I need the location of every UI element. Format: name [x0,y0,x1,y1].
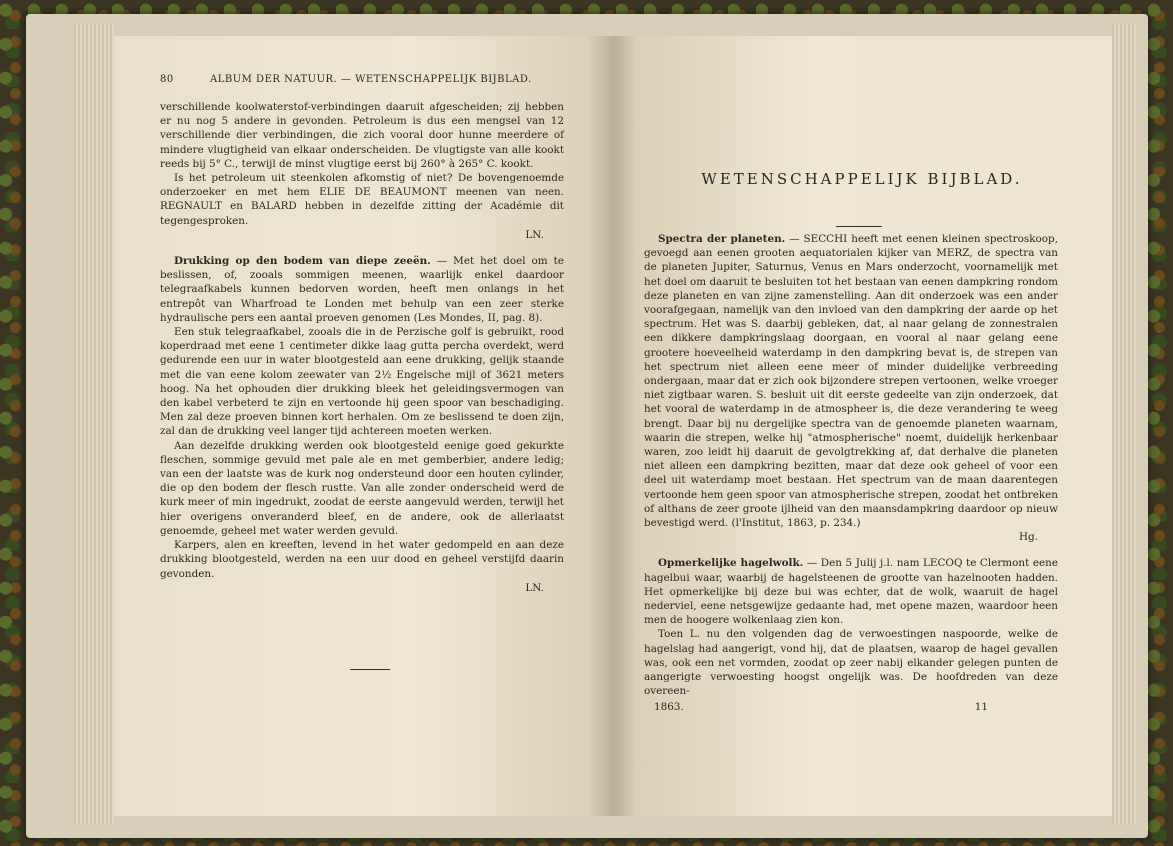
paragraph: verschillende koolwaterstof-verbindingen daaruit afgescheiden; zij hebben er nu nog 5 andere in gevonden. Petroleum is dus een mengsel van 12 verschillende dier verbindingen, die zich vooral door hunne meerdere of mindere vlugtigheid van elkaar onderscheiden. De vlugtigste van alle kookt reeds bij 5° C., terwijl de minst vlugtige eerst bij 260° à 265° C. kookt. [160,101,564,170]
open-book [26,14,1148,838]
right-page-body [644,232,1058,714]
page-title: WETENSCHAPPELIJK BIJBLAD. [701,170,1023,188]
right-page-edges [1112,24,1136,824]
section-divider [350,669,390,670]
paragraph: Een stuk telegraafkabel, zooals die in de Perzische golf is gebruikt, rood koperdraad met eene 1 centimeter dikke laag gutta percha overdekt, werd gedurende een uur in water blootgesteld aan eene drukking, gelijk staande met die van eene kolom zeewater van 2½ Engelsche mijl of 3621 meters hoog. Na het ophouden dier drukking bleek het geleidingsvermogen van den kabel verbeterd te zijn en vertoonde hij geen spoor van beschadiging. Men zal deze proeven binnen kort herhalen. Om ze beslissend te doen zijn, zal dan de drukking veel langer tijd achtereen moeten werken. [160,326,564,438]
right-page [612,36,1112,816]
left-page-body [160,100,564,595]
paragraph: Toen L. nu den volgenden dag de verwoestingen naspoorde, welke de hagelslag had aangerigt, vond hij, dat de plaatsen, waarop de hagel gevallen was, ook een net vormden, zoodat op zeer nabij elkander gelegen punten de aangerigte verwoesting hoogst ongelijk was. De hoofdreden van deze overeen- [644,628,1058,698]
paragraph: Is het petroleum uit steenkolen afkomstig of niet? De bovengenoemde onderzoeker en met hem ELIE DE BEAUMONT meenen van neen. REGNAULT en BALARD hebben in dezelfde zitting der Académie dit tegengesproken. [160,172,564,227]
signature: Hg. [1018,531,1038,544]
page-number: 80 [160,74,174,85]
left-page-edges [74,24,114,824]
section-text: — SECCHI heeft met eenen kleinen spectroskoop, gevoegd aan eenen grooten aequatorialen kijker van MERZ, de spectra van de planeten Jupiter, Saturnus, Venus en Mars onderzocht, voornamelijk met het doel om daaruit te besluiten tot het bestaan van eenen dampkring rondom deze planeten en van zijne zamenstelling. Aan dit onderzoek was een ander voorafgegaan, namelijk van den invloed van den dampkring der aarde op het spectrum. Het was S. daarbij gebleken, dat, al naar gelang de zonnestralen een dikkere dampkringslaag doorgaan, en vooral al naar gelang eene grootere hoeveelheid waterdamp in den dampkring bevat is, de strepen van het spectrum niet alleen eene meer of minder duidelijke verbreeding ondergaan, maar dat er zich ook bijzondere strepen vertoonen, welke vroeger niet zigtbaar waren. S. besluit uit dit eerste gedeelte van zijn onderzoek, dat het vooral de waterdamp in de atmospheer is, die deze verandering te weeg brengt. Daar bij nu dergelijke spectra van de genoemde planeten waarnam, waarin die strepen, welke hij "atmospherische" noemt, duidelijk herkenbaar waren, zoo leidt hij daaruit de gevolgtrekking af, dat derhalve die planeten niet alleen een dampkring bezitten, maar dat deze ook geheel of voor een deel uit waterdamp moet bestaan. Het spectrum van de maan daarentegen vertoonde hem geen spoor van atmospherische strepen, zoodat het ontbreken of althans de zeer groote ijlheid van den maansdampkring daardoor op nieuw bevestigd werd. (l'Institut, 1863, p. 234.) [644,233,1058,530]
running-head-title: ALBUM DER NATUUR. — WETENSCHAPPELIJK BIJBLAD. [210,74,532,85]
section-heading: Opmerkelijke hagelwolk. [658,557,804,570]
section-heading: Drukking op den bodem van diepe zeeën. [174,255,431,268]
footer-year: 1863. [654,700,684,713]
section-spectra [644,232,1058,530]
signature: LN. [525,581,544,594]
paragraph: Aan dezelfde drukking werden ook blootgesteld eenige goed gekurkte fleschen, sommige gevuld met pale ale en met gemberbier, andere ledig; van een der laatste was de kurk nog ondersteund door een houten cylinder, die op den bodem der flesch rustte. Van alle zonder onderscheid werd de kurk meer of min ingedrukt, zoodat de eerste aangevuld werden, terwijl het hier overigens onveranderd bleef, en de andere, ook de allerlaatst genoemde, geheel met water werden gevuld. [160,439,564,537]
left-page [114,36,612,816]
section-drukking [160,254,564,325]
section-intro: — Met het doel om te beslissen, of, zooals sommigen meenen, waarlijk enkel daardoor telegraafkabels kunnen bedorven worden, heeft men onlangs in het entrepôt van Wharfroad te Londen met behulp van een zeer sterke hydraulische pers een aantal proeven genomen (Les Mondes, II, pag. 8). [160,255,564,324]
title-divider [836,226,882,227]
left-running-head [160,74,564,85]
section-hagelwolk [644,556,1058,627]
page-footer [644,700,1058,714]
paragraph: Karpers, alen en kreeften, levend in het water gedompeld en aan deze drukking blootgesteld, werden na een uur dood en geheel verstijfd daarin gevonden. [160,539,564,580]
footer-sheet-number: 11 [974,700,988,713]
signature: LN. [525,228,544,241]
section-text: — Den 5 Julij j.l. nam LECOQ te Clermont eene hagelbui waar, waarbij de hagelsteenen de grootte van hazelnooten hadden. Het opmerkelijke bij deze bui was echter, dat de wolk, waaruit de hagel nederviel, eene netsgewijze gedaante had, met opene mazen, waardoor heen men de hoogere wolkenlaag zien kon. [644,557,1058,627]
section-heading: Spectra der planeten. [658,233,786,245]
